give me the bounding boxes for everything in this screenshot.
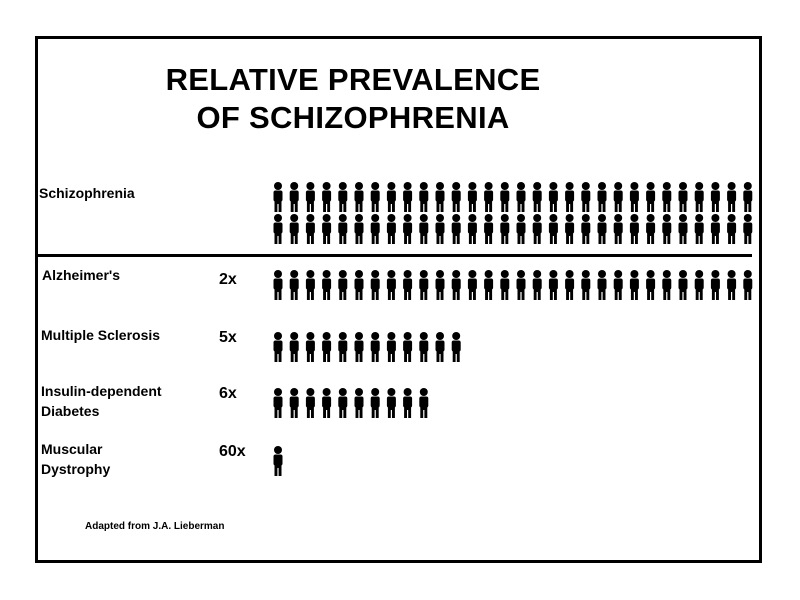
person-icon — [338, 182, 347, 212]
person-icon — [355, 270, 364, 300]
person-icon — [484, 270, 493, 300]
person-icon — [419, 388, 428, 418]
person-icon — [338, 332, 347, 362]
person-icon — [646, 270, 655, 300]
person-icon — [727, 182, 736, 212]
person-icon — [371, 388, 380, 418]
person-icon — [614, 182, 623, 212]
person-icon — [419, 214, 428, 244]
row-label-alzheimers: Alzheimer's — [42, 267, 121, 283]
row-label-diabetes: Insulin-dependent Diabetes — [41, 383, 162, 419]
person-icon — [274, 270, 283, 300]
person-icon — [452, 214, 461, 244]
person-icon — [500, 270, 509, 300]
person-icon — [274, 388, 283, 418]
source-note: Adapted from J.A. Lieberman — [85, 521, 225, 532]
person-icon — [598, 270, 607, 300]
person-icon — [338, 270, 347, 300]
chart-title-line1: RELATIVE PREVALENCE — [165, 62, 541, 97]
person-icon — [662, 214, 671, 244]
row-multiplier-multiple-sclerosis: 5x — [219, 329, 237, 346]
person-icon — [371, 332, 380, 362]
person-icon — [549, 182, 558, 212]
person-icon — [355, 182, 364, 212]
person-icon — [484, 182, 493, 212]
row-label-schizophrenia: Schizophrenia — [39, 185, 135, 201]
person-icon — [436, 182, 445, 212]
person-icon — [419, 270, 428, 300]
person-icon — [355, 388, 364, 418]
person-icon — [517, 270, 526, 300]
person-icon — [711, 182, 720, 212]
person-icon — [679, 214, 688, 244]
person-icon — [679, 182, 688, 212]
person-icon — [322, 270, 331, 300]
row-multiplier-muscular-dystrophy: 60x — [219, 443, 246, 460]
person-icon — [711, 270, 720, 300]
person-icon — [581, 270, 590, 300]
person-icon — [517, 214, 526, 244]
person-icon — [436, 214, 445, 244]
row-label-multiple-sclerosis: Multiple Sclerosis — [41, 327, 161, 343]
person-icon — [662, 182, 671, 212]
person-icon — [517, 182, 526, 212]
person-icon — [387, 388, 396, 418]
person-icon — [290, 270, 299, 300]
person-icon — [630, 182, 639, 212]
person-icon — [290, 388, 299, 418]
person-icon — [695, 182, 704, 212]
person-icon — [419, 332, 428, 362]
person-icon — [338, 388, 347, 418]
person-icon — [630, 270, 639, 300]
person-icon — [565, 214, 574, 244]
person-icon — [581, 182, 590, 212]
person-icon — [743, 182, 752, 212]
person-icon — [355, 332, 364, 362]
person-icon — [371, 214, 380, 244]
person-icon — [403, 214, 412, 244]
person-icon — [371, 270, 380, 300]
person-icon — [338, 214, 347, 244]
person-icon — [322, 214, 331, 244]
person-icon — [387, 270, 396, 300]
row-label-muscular-dystrophy: Muscular Dystrophy — [41, 441, 111, 477]
person-icon — [452, 332, 461, 362]
person-icon — [274, 214, 283, 244]
person-icon — [646, 214, 655, 244]
person-icon — [306, 182, 315, 212]
person-icon — [533, 270, 542, 300]
person-icon — [743, 270, 752, 300]
person-icon — [403, 182, 412, 212]
person-icon — [274, 446, 283, 476]
person-icon — [290, 182, 299, 212]
person-icon — [452, 270, 461, 300]
person-icon — [419, 182, 428, 212]
person-icon — [436, 332, 445, 362]
person-icon — [387, 214, 396, 244]
person-icon — [355, 214, 364, 244]
person-icon — [565, 182, 574, 212]
person-icon — [468, 214, 477, 244]
person-icon — [403, 332, 412, 362]
person-icon — [484, 214, 493, 244]
person-icon — [695, 214, 704, 244]
person-icon — [306, 214, 315, 244]
person-icon — [533, 182, 542, 212]
person-icon — [614, 214, 623, 244]
person-icon — [306, 270, 315, 300]
person-icon — [468, 182, 477, 212]
person-icon — [500, 182, 509, 212]
person-icon — [306, 332, 315, 362]
person-icon — [290, 214, 299, 244]
person-icon — [322, 332, 331, 362]
person-icon — [371, 182, 380, 212]
person-icon — [274, 332, 283, 362]
person-icon — [387, 182, 396, 212]
person-icon — [533, 214, 542, 244]
person-icon — [549, 214, 558, 244]
person-icon — [646, 182, 655, 212]
person-icon — [614, 270, 623, 300]
person-icon — [403, 388, 412, 418]
person-icon — [549, 270, 558, 300]
person-icon — [274, 182, 283, 212]
person-icon — [743, 214, 752, 244]
person-icon — [662, 270, 671, 300]
row-multiplier-alzheimers: 2x — [219, 271, 237, 288]
person-icon — [565, 270, 574, 300]
person-icon — [322, 388, 331, 418]
person-icon — [322, 182, 331, 212]
person-icon — [679, 270, 688, 300]
person-icon — [290, 332, 299, 362]
person-icon — [581, 214, 590, 244]
person-icon — [468, 270, 477, 300]
person-icon — [403, 270, 412, 300]
person-icon — [598, 214, 607, 244]
person-icon — [436, 270, 445, 300]
person-icon — [598, 182, 607, 212]
person-icon — [727, 270, 736, 300]
person-icon — [630, 214, 639, 244]
person-icon — [711, 214, 720, 244]
person-icon — [306, 388, 315, 418]
person-icon — [695, 270, 704, 300]
person-icon — [452, 182, 461, 212]
person-icon — [387, 332, 396, 362]
row-multiplier-diabetes: 6x — [219, 385, 237, 402]
person-icon — [500, 214, 509, 244]
person-icon — [727, 214, 736, 244]
chart-title-line2: OF SCHIZOPHRENIA — [196, 100, 510, 135]
